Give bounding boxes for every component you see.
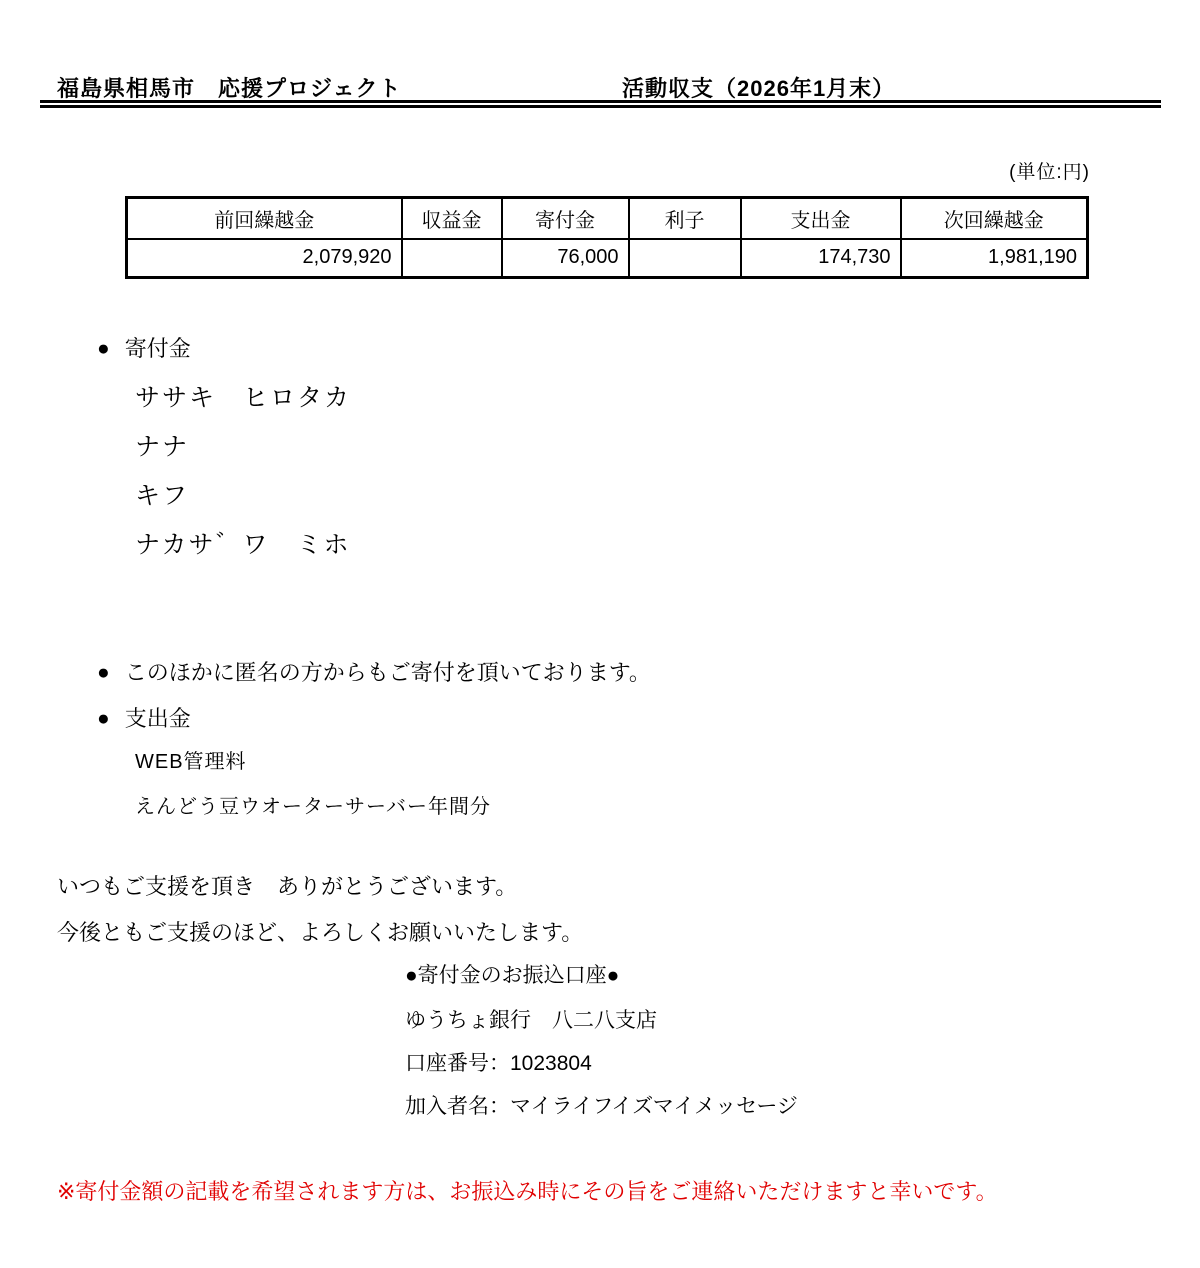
expenses-heading-label: 支出金 [124,706,191,731]
cell-expenditure: 174,730 [741,239,901,278]
col-header-expenditure: 支出金 [741,198,901,239]
donations-heading-label: 寄付金 [124,336,191,361]
expenses-section-heading [97,706,191,731]
col-header-revenue: 収益金 [402,198,502,239]
header-double-rule [40,100,1161,108]
donation-note-footnote: ※寄付金額の記載を希望されます方は、お振込み時にその旨をご連絡いただけますと幸いです。 [57,1179,998,1204]
col-header-previous-balance: 前回繰越金 [127,198,402,239]
col-header-donations: 寄付金 [502,198,629,239]
table-value-row [127,239,1088,278]
bank-branch-name: ゆうちょ銀行 八二八支店 [405,1009,657,1032]
donor-name: ササキ ヒロタカ [135,384,352,412]
closing-message-line: いつもご支援を頂き ありがとうございます。 [57,874,518,899]
account-holder-name: 加入者名：マイライフイズマイメッセージ [405,1095,798,1118]
col-header-next-balance: 次回繰越金 [901,198,1088,239]
expense-item: WEB管理料 [135,751,247,773]
cell-donations: 76,000 [502,239,629,278]
unit-label: (単位:円) [1009,162,1090,183]
donor-name: ナナ [135,433,190,461]
balance-summary-table [125,196,1089,279]
cell-next-balance: 1,981,190 [901,239,1088,278]
bullet-icon: ● [97,337,110,361]
col-header-interest: 利子 [629,198,741,239]
table-header-row [127,198,1088,239]
cell-interest [629,239,741,278]
donor-name: ナカサ゛ワ ミホ [135,531,351,559]
closing-message-line: 今後ともご支援のほど、よろしくお願いいたします。 [57,920,584,945]
bullet-icon: ● [97,661,110,685]
anonymous-note-label: このほかに匿名の方からもご寄付を頂いております。 [124,660,651,685]
page-title: 福島県相馬市 応援プロジェクト [57,76,402,101]
anonymous-donors-note [97,660,651,685]
bullet-icon: ● [97,707,110,731]
cell-revenue [402,239,502,278]
donations-section-heading [97,336,191,361]
account-section-heading: ●寄付金のお振込口座● [405,964,620,987]
expense-item: えんどう豆ウオーターサーバー年間分 [135,796,491,818]
cell-previous-balance: 2,079,920 [127,239,402,278]
donor-name: キフ [135,482,190,510]
account-number: 口座番号：1023804 [405,1052,592,1075]
report-period-title: 活動収支（2026年1月末） [622,76,896,101]
